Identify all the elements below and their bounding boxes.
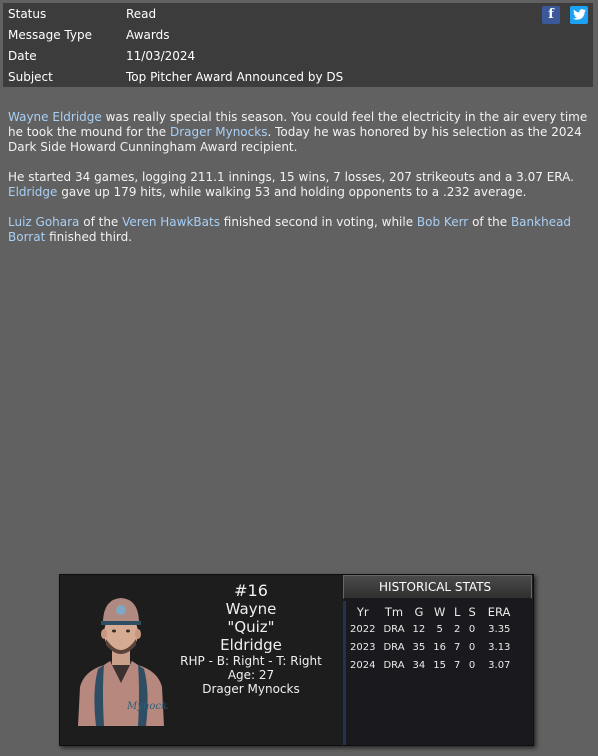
- stats-cell: 2024: [350, 659, 376, 671]
- team-link-drager-mynocks[interactable]: Drager Mynocks: [169, 125, 268, 139]
- player-info: [172, 581, 330, 696]
- stats-cell: 7: [454, 641, 461, 653]
- stats-col-tm[interactable]: Tm: [384, 605, 404, 619]
- stats-col-s[interactable]: S: [468, 605, 476, 619]
- stats-cell: 5: [436, 623, 443, 635]
- stats-col-w[interactable]: W: [433, 605, 446, 619]
- stats-cell: 0: [468, 641, 476, 653]
- date-label: Date: [8, 49, 37, 63]
- stats-cell: 16: [433, 641, 447, 653]
- stats-cell: 35: [412, 641, 426, 653]
- stats-cell: 3.35: [488, 623, 511, 635]
- stats-cell: 15: [433, 659, 447, 671]
- stats-cell: 0: [468, 623, 476, 635]
- jersey-lettering: Mynocks: [127, 701, 168, 712]
- player-number: #16: [234, 581, 268, 600]
- stats-cell: 3.07: [488, 659, 511, 671]
- stats-col-yr[interactable]: Yr: [356, 605, 369, 619]
- table-row: [346, 620, 514, 638]
- player-age: Age: 27: [227, 668, 275, 682]
- text: was really special this season. You could feel the electricity in the air every time he took the mound for the: [8, 110, 588, 139]
- stats-cell: DRA: [383, 659, 405, 671]
- message-header: [3, 3, 593, 87]
- player-card: [59, 574, 534, 746]
- status-row: [3, 4, 593, 25]
- text: He started 34 games, logging 211.1 innings, 15 wins, 7 losses, 207 strikeouts and a 3.07 ERA.: [8, 170, 574, 184]
- stats-col-g[interactable]: G: [414, 605, 424, 619]
- player-bats-throws: RHP - B: Right - T: Right: [180, 654, 322, 668]
- team-link-veren-hawkbats[interactable]: Veren HawkBats: [122, 215, 220, 229]
- stats-cell: DRA: [383, 641, 405, 653]
- article-body: [8, 110, 588, 260]
- player-photo[interactable]: [74, 591, 168, 726]
- text: gave up 179 hits, while walking 53 and holding opponents to a .232 average.: [57, 185, 527, 199]
- player-link-luiz-gohara[interactable]: Luiz Gohara: [8, 215, 80, 229]
- player-first-name[interactable]: Wayne: [225, 600, 277, 618]
- text: . Today he was honored by his selection as the 2024 Dark Side Howard Cunningham Award recipient.: [8, 125, 582, 154]
- historical-stats-header: [343, 575, 532, 599]
- facebook-share-icon[interactable]: f: [542, 6, 560, 24]
- message-type-label: Message Type: [8, 28, 92, 42]
- subject-row: [3, 67, 593, 88]
- player-link-wayne-eldridge[interactable]: Wayne Eldridge: [8, 110, 102, 124]
- player-last-name[interactable]: Eldridge: [220, 636, 282, 654]
- status-label: Status: [8, 7, 47, 21]
- historical-stats-title: HISTORICAL STATS: [379, 580, 492, 594]
- subject-value: Top Pitcher Award Announced by DS: [126, 70, 344, 84]
- stats-cell: 2023: [350, 641, 376, 653]
- twitter-share-icon[interactable]: [570, 6, 588, 24]
- player-nickname: "Quiz": [227, 618, 275, 636]
- player-link-eldridge[interactable]: Eldridge: [8, 185, 58, 199]
- text: finished second in voting, while: [219, 215, 417, 229]
- stats-scroll-edge: [343, 601, 346, 745]
- stats-cell: 2022: [350, 623, 376, 635]
- date-row: [3, 46, 593, 67]
- player-team[interactable]: Drager Mynocks: [202, 682, 300, 696]
- stats-header-row: [346, 604, 514, 620]
- table-row: [346, 638, 514, 656]
- article-paragraph-1: [8, 110, 588, 155]
- stats-cell: 0: [468, 659, 476, 671]
- message-type-value: Awards: [126, 28, 170, 42]
- text: of the: [468, 215, 511, 229]
- text: finished third.: [45, 230, 133, 244]
- subject-label: Subject: [8, 70, 53, 84]
- historical-stats-body: [344, 600, 531, 744]
- team-link-bankhead-borrat[interactable]: Bankhead Borrat: [8, 215, 572, 244]
- text: of the: [79, 215, 123, 229]
- stats-cell: 7: [454, 659, 461, 671]
- stats-col-era[interactable]: ERA: [487, 605, 511, 619]
- historical-stats-table: [346, 604, 514, 674]
- article-paragraph-3: [8, 215, 588, 245]
- stats-cell: 12: [412, 623, 426, 635]
- player-portrait-image: [74, 591, 168, 726]
- status-value: Read: [126, 7, 157, 21]
- stats-col-l[interactable]: L: [454, 605, 461, 619]
- player-link-bob-kerr[interactable]: Bob Kerr: [416, 215, 469, 229]
- stats-cell: 34: [412, 659, 426, 671]
- historical-stats-panel: [343, 575, 532, 745]
- stats-cell: 3.13: [488, 641, 511, 653]
- stats-cell: 2: [454, 623, 461, 635]
- date-value: 11/03/2024: [126, 49, 196, 63]
- table-row: [346, 656, 514, 674]
- twitter-bird-icon: [573, 9, 586, 20]
- stats-cell: DRA: [383, 623, 405, 635]
- article-paragraph-2: [8, 170, 588, 200]
- message-type-row: [3, 25, 593, 46]
